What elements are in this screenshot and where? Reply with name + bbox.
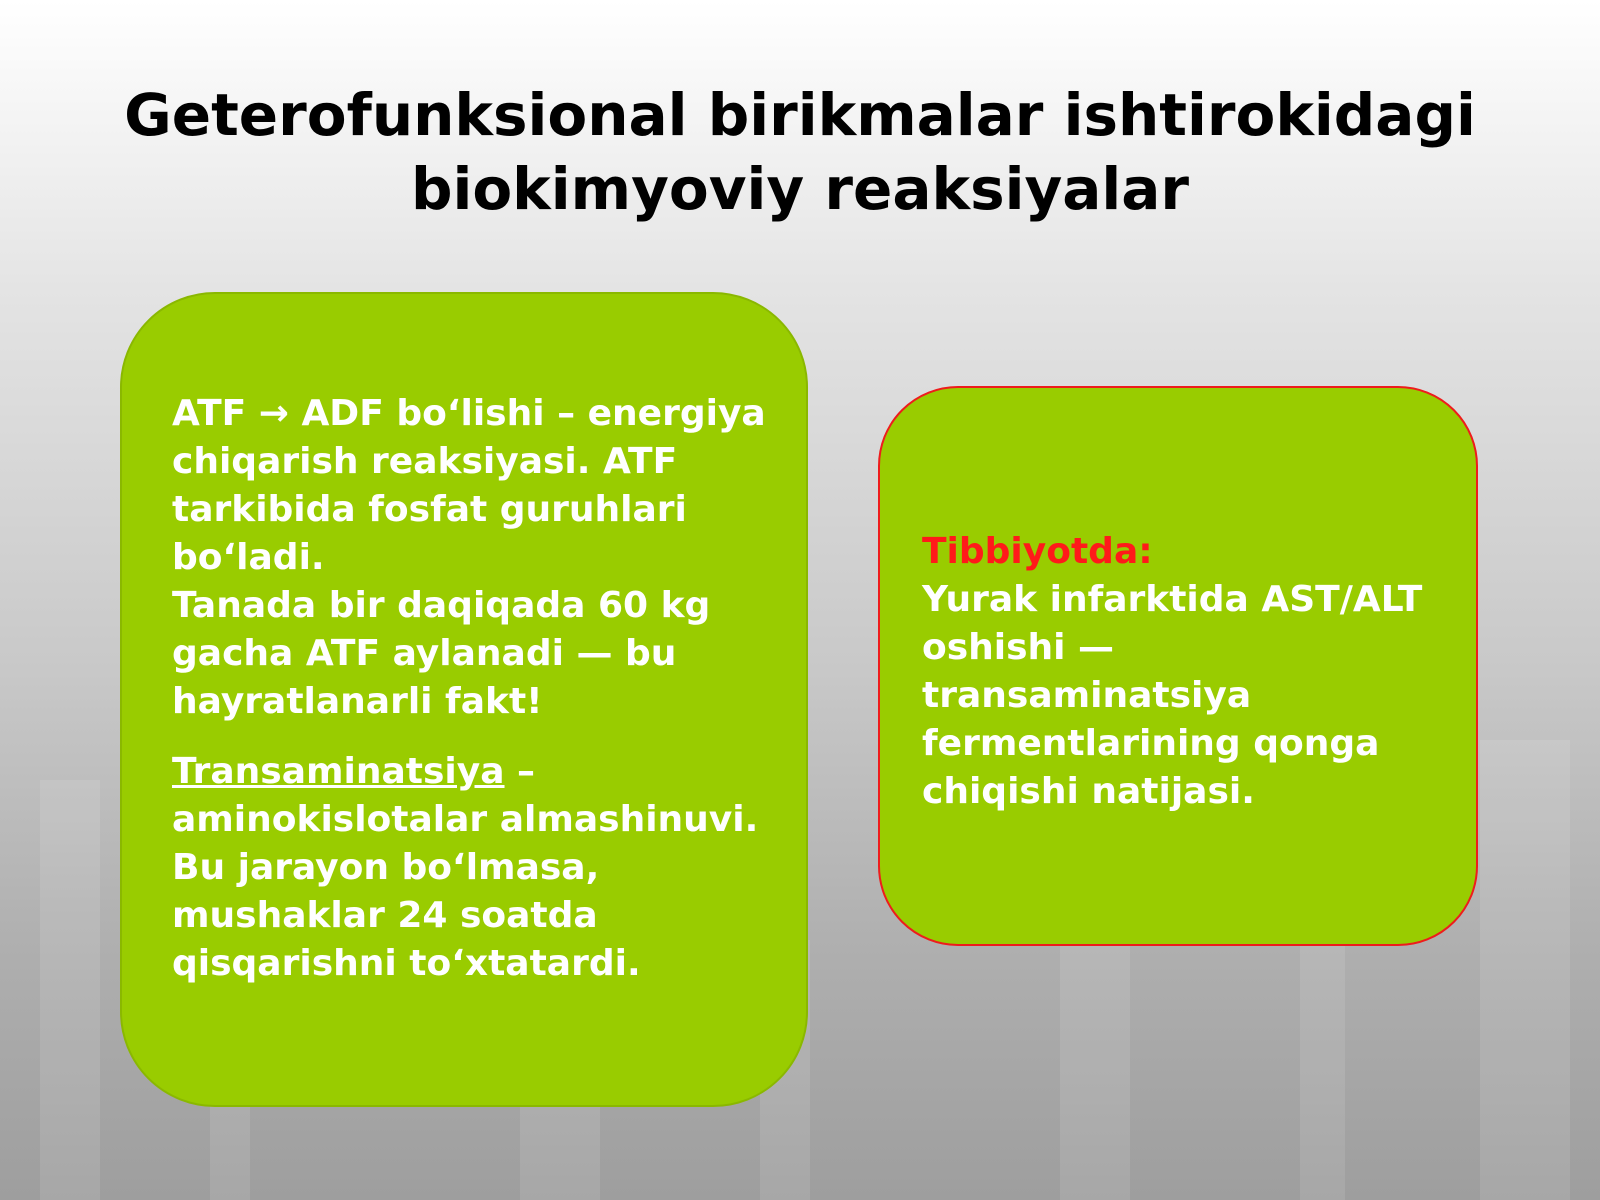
- medicine-line: transaminatsiya: [922, 675, 1252, 716]
- medicine-label: Tibbiyotda:: [922, 531, 1153, 572]
- slide-title-line-1: Geterofunksional birikmalar ishtirokidagi: [124, 81, 1476, 149]
- medicine-line: Yurak infarktida AST/ALT: [922, 579, 1423, 620]
- atf-paragraph: [172, 390, 776, 726]
- atf-line: tarkibida fosfat guruhlari: [172, 489, 687, 530]
- medicine-info-box: [878, 386, 1478, 946]
- slide-title-line-2: biokimyoviy reaksiyalar: [410, 155, 1190, 223]
- atf-line: hayratlanarli fakt!: [172, 681, 543, 722]
- transamination-line: qisqarishni to‘xtatardi.: [172, 943, 641, 984]
- slide-title: [100, 78, 1500, 226]
- transamination-paragraph: [172, 748, 776, 988]
- transamination-line: Bu jarayon bo‘lmasa,: [172, 847, 600, 888]
- transamination-line: aminokislotalar almashinuvi.: [172, 799, 759, 840]
- transamination-term: Transaminatsiya: [172, 751, 505, 792]
- atf-line: chiqarish reaksiyasi. ATF: [172, 441, 678, 482]
- medicine-paragraph: [922, 528, 1446, 816]
- term-dash: –: [504, 751, 536, 792]
- atf-line: ATF → ADF bo‘lishi – energiya: [172, 393, 766, 434]
- medicine-line: fermentlarining qonga: [922, 723, 1380, 764]
- atf-line: gacha ATF aylanadi — bu: [172, 633, 677, 674]
- transamination-line: mushaklar 24 soatda: [172, 895, 598, 936]
- atf-line: bo‘ladi.: [172, 537, 325, 578]
- medicine-line: chiqishi natijasi.: [922, 771, 1255, 812]
- medicine-line: oshishi —: [922, 627, 1115, 668]
- atf-line: Tanada bir daqiqada 60 kg: [172, 585, 711, 626]
- atf-info-box: [120, 292, 808, 1107]
